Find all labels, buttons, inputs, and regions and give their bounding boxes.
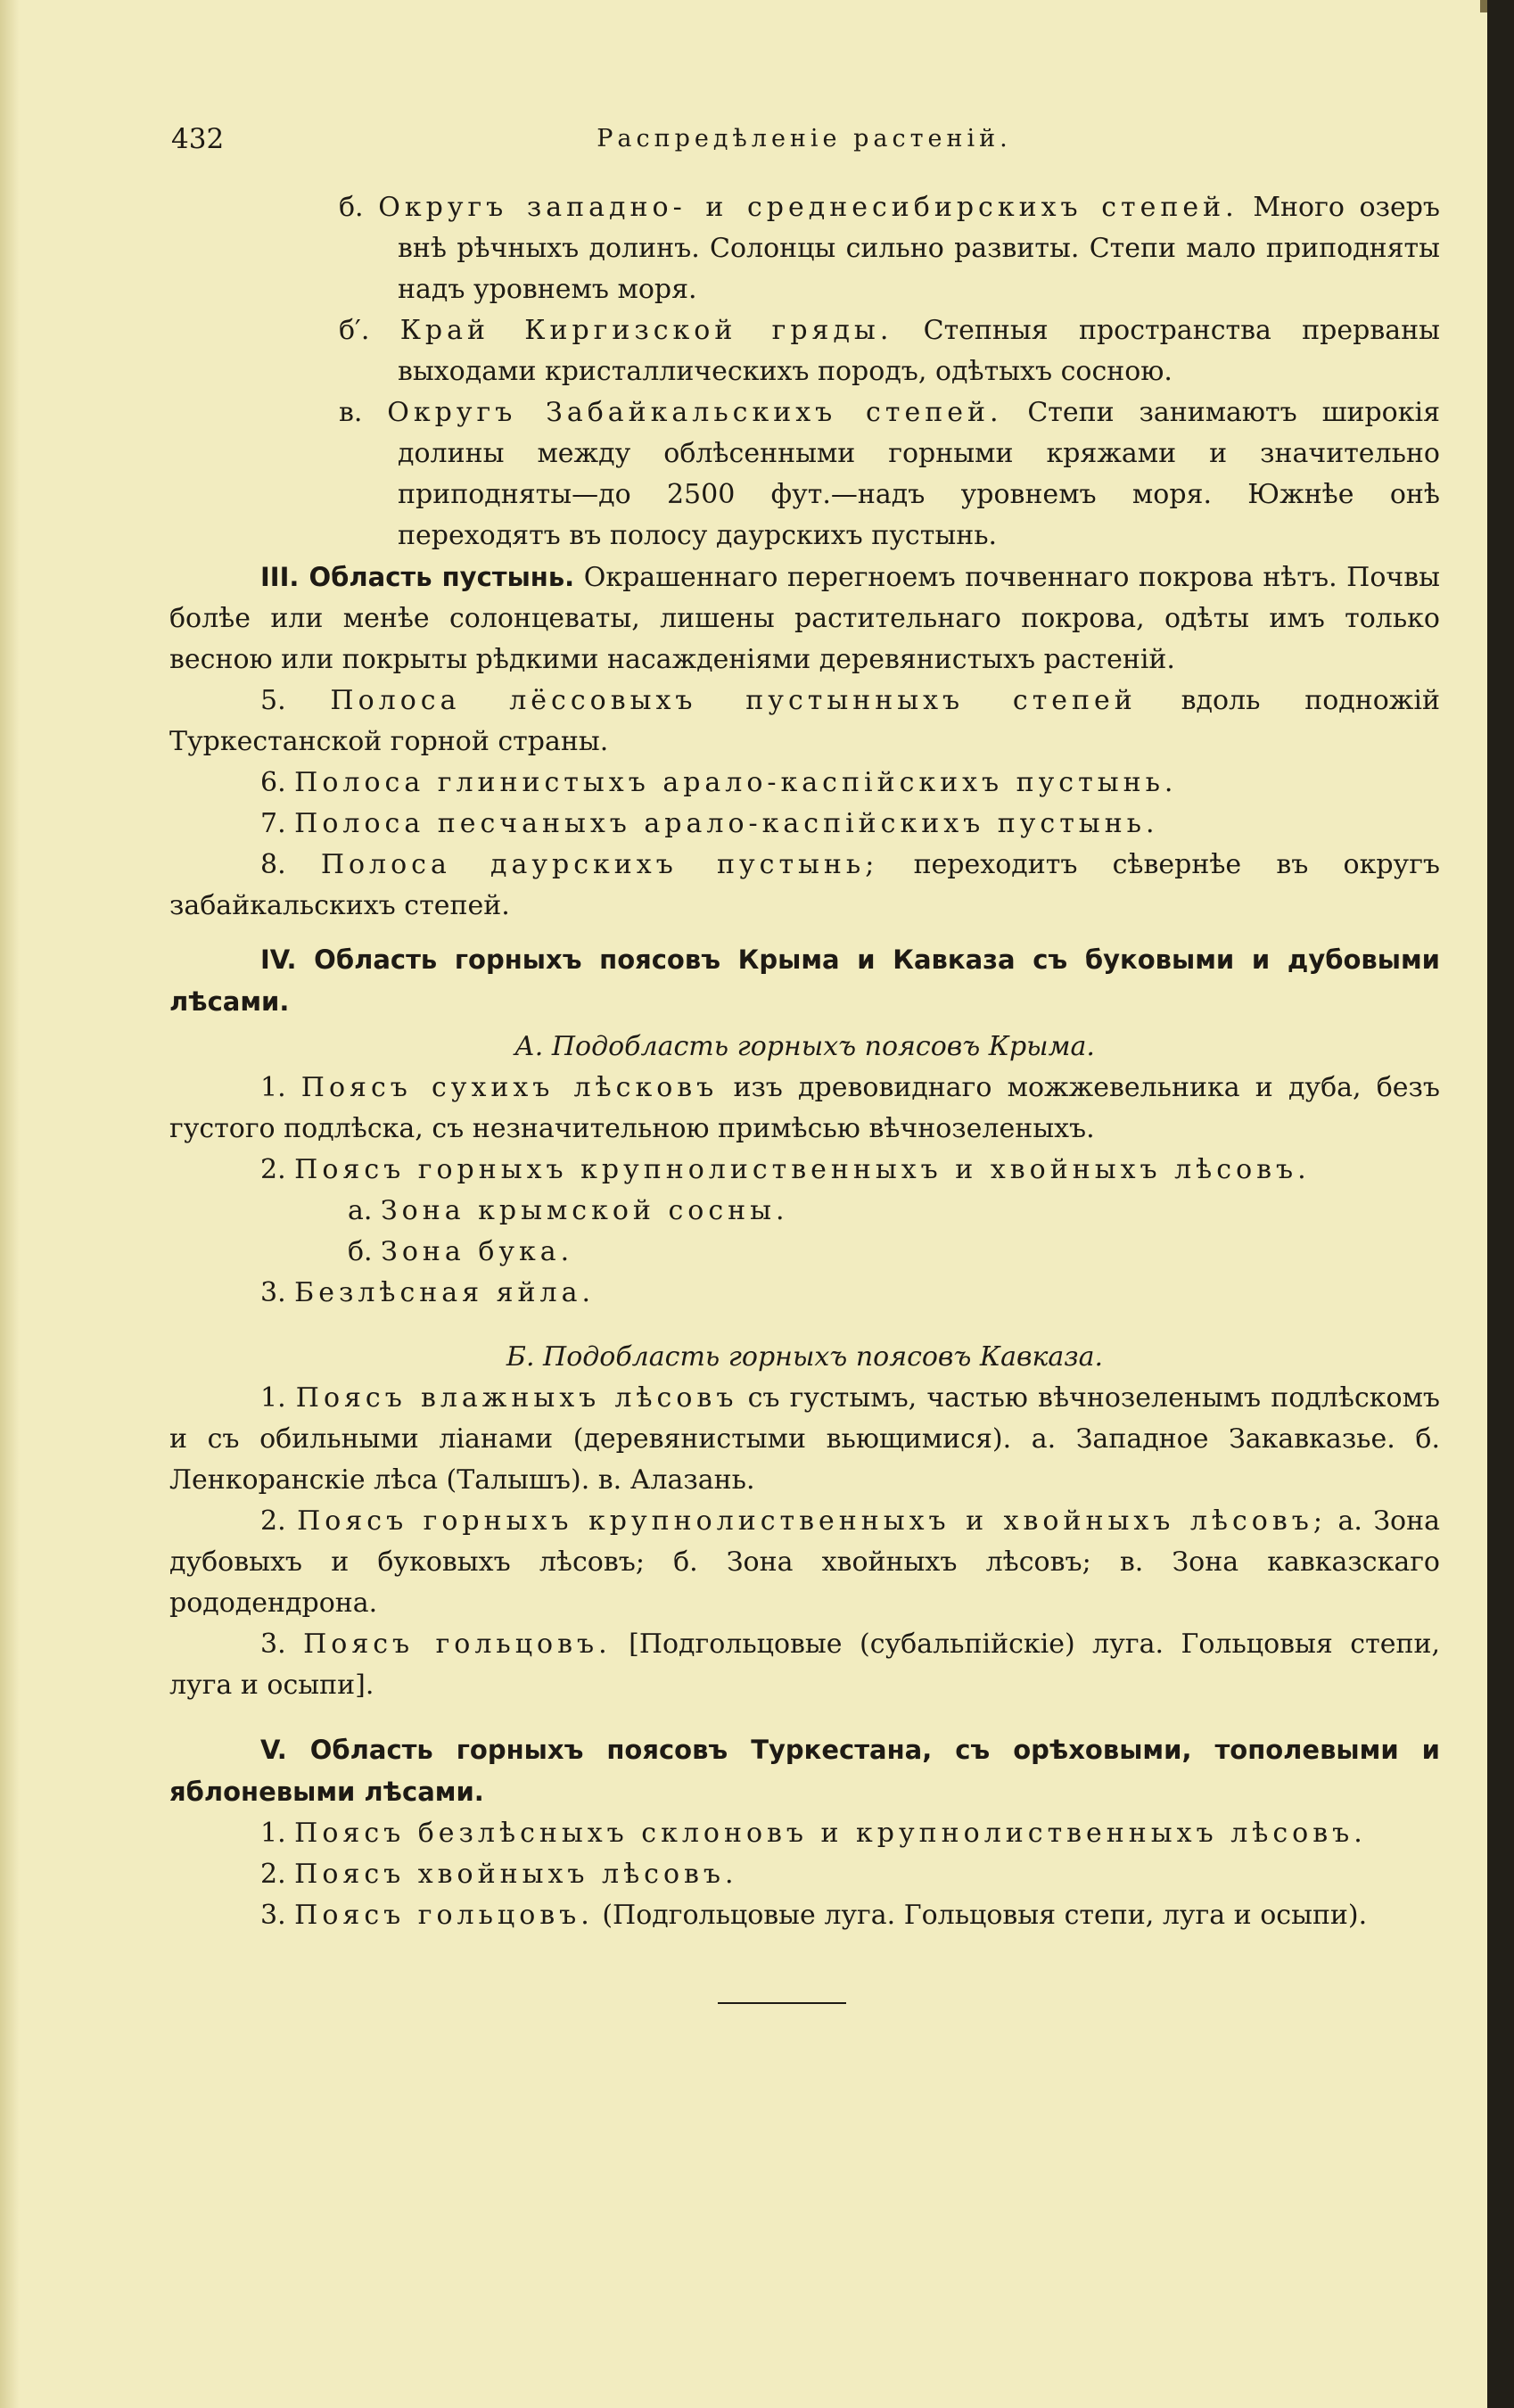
list-item — [169, 804, 1440, 845]
item-number: 6. — [260, 767, 286, 798]
item-number: 3. — [260, 1900, 286, 1931]
item-title: Поясъ горныхъ крупнолиственныхъ и хвойныхъ лѣсовъ. — [294, 1154, 1311, 1185]
item-title: Поясъ хвойныхъ лѣсовъ. — [294, 1859, 738, 1890]
item-text: (Подгольцовые луга. Гольцовыя степи, луга и осыпи). — [602, 1900, 1368, 1931]
subregion-a-heading: А. Подобласть горныхъ поясовъ Крыма. — [514, 1031, 1095, 1062]
item-number: 1. — [260, 1072, 286, 1103]
item-number: а. — [348, 1195, 373, 1226]
list-item — [169, 1624, 1440, 1706]
item-title: Поясъ горныхъ крупнолиственныхъ и хвойныхъ лѣсовъ; — [297, 1505, 1327, 1537]
scan-edge — [1487, 0, 1514, 2408]
block-b-prime-text: Степныя пространства прерваны выходами кристаллическихъ породъ, одѣтыхъ сосною. — [398, 315, 1440, 387]
item-title: Поясъ влажныхъ лѣсовъ — [295, 1382, 738, 1414]
item-title: Безлѣсная яйла. — [294, 1277, 596, 1308]
item-number: 2. — [260, 1505, 286, 1537]
item-number: 1. — [260, 1382, 286, 1414]
page-gutter-shadow — [0, 0, 20, 2408]
region-5-title: V. Область горныхъ поясовъ Туркестана, съ орѣховыми, тополевыми и яблоневыми лѣсами. — [169, 1735, 1440, 1807]
list-item — [169, 1854, 1440, 1895]
end-rule — [718, 2002, 846, 2004]
scan-mark — [1480, 0, 1487, 12]
item-number: 5. — [260, 685, 286, 716]
block-v-text: Степи занимаютъ широкія долины между облѣсенными горными кряжами и значительно приподняты—до 2500 фут.—надъ уровнемъ моря. Южнѣе онѣ переходятъ въ полосу даурскихъ пустынь. — [398, 397, 1440, 551]
region-4-title: IV. Область горныхъ поясовъ Крыма и Кавказа съ буковыми и дубовыми лѣсами. — [169, 944, 1440, 1017]
item-number: б. — [348, 1236, 373, 1267]
region-3-text: Окрашеннаго перегноемъ почвеннаго покрова нѣтъ. Почвы болѣе или менѣе солонцеваты, лишены растительнаго покрова, одѣты имъ только весною или покрыты рѣдкими насажденіями деревянистыхъ растеній. — [169, 562, 1440, 675]
block-b-label: б. — [339, 192, 364, 223]
item-title: Поясъ гольцовъ. — [303, 1629, 612, 1660]
region-3-title: III. Область пустынь. — [260, 562, 575, 592]
region-5 — [169, 1729, 1440, 1813]
item-number: 7. — [260, 808, 286, 839]
item-number: 8. — [260, 849, 286, 880]
region-4 — [169, 939, 1440, 1023]
item-number: 3. — [260, 1629, 286, 1660]
item-title: Полоса песчаныхъ арало-каспійскихъ пустынь. — [294, 808, 1159, 839]
item-text: съ густымъ, частью вѣчнозеленымъ подлѣскомъ и съ обильными ліанами (деревянистыми вьющимися). а. Западное Закавказье. б. Ленкоранскіе лѣса (Талышъ). в. Алазань. — [169, 1382, 1440, 1496]
item-title: Зона крымской сосны. — [380, 1195, 789, 1226]
item-text: а. Зона дубовыхъ и буковыхъ лѣсовъ; б. Зона хвойныхъ лѣсовъ; в. Зона кавказскаго рододендрона. — [169, 1505, 1440, 1619]
block-v-title: Округъ Забайкальскихъ степей. — [387, 397, 1003, 428]
page-body — [169, 187, 1440, 2004]
item-title: Поясъ гольцовъ. — [294, 1900, 594, 1931]
list-item — [348, 1191, 1440, 1232]
list-item — [169, 1273, 1440, 1314]
item-title: Поясъ сухихъ лѣсковъ — [300, 1072, 719, 1103]
block-b-text: Много озеръ внѣ рѣчныхъ долинъ. Солонцы сильно развиты. Степи мало приподняты надъ уровнемъ моря. — [398, 192, 1440, 305]
region-3 — [169, 557, 1440, 680]
list-item — [169, 1068, 1440, 1150]
item-number: 3. — [260, 1277, 286, 1308]
page-header — [171, 123, 1437, 159]
block-v-label: в. — [339, 397, 363, 428]
item-title: Полоса лёссовыхъ пустынныхъ степей — [330, 685, 1137, 716]
item-number: 2. — [260, 1859, 286, 1890]
item-text: [Подгольцовые (субальпійскіе) луга. Гольцовыя степи, луга и осыпи]. — [169, 1629, 1440, 1701]
block-b — [339, 187, 1440, 310]
item-title: Полоса глинистыхъ арало-каспійскихъ пустынь. — [294, 767, 1178, 798]
block-b-prime — [339, 310, 1440, 392]
list-item — [169, 1813, 1440, 1854]
subregion-b-heading: Б. Подобласть горныхъ поясовъ Кавказа. — [506, 1341, 1104, 1373]
list-item — [169, 1895, 1440, 1936]
block-b-title: Округъ западно- и среднесибирскихъ степей. — [378, 192, 1238, 223]
page-number: 432 — [171, 123, 225, 155]
list-item — [169, 1150, 1440, 1191]
running-title: Распредѣленіе растеній. — [597, 125, 1012, 153]
list-item — [169, 1378, 1440, 1501]
block-b-prime-title: Край Киргизской гряды. — [399, 315, 893, 346]
list-item — [169, 680, 1440, 763]
block-b-prime-label: б′. — [339, 315, 370, 346]
item-text: вдоль подножій Туркестанской горной страны. — [169, 685, 1440, 757]
item-title: Полоса даурскихъ пустынь; — [320, 849, 879, 880]
list-item — [169, 1501, 1440, 1624]
list-item — [348, 1232, 1440, 1273]
item-title: Зона бука. — [381, 1236, 574, 1267]
item-number: 1. — [260, 1818, 286, 1849]
item-text: изъ древовиднаго можжевельника и дуба, безъ густого подлѣска, съ незначительною примѣсью вѣчнозеленыхъ. — [169, 1072, 1440, 1144]
item-number: 2. — [260, 1154, 286, 1185]
item-title: Поясъ безлѣсныхъ склоновъ и крупнолиственныхъ лѣсовъ. — [294, 1818, 1367, 1849]
list-item — [169, 763, 1440, 804]
list-item — [169, 845, 1440, 927]
item-text: переходитъ сѣвернѣе въ округъ забайкальскихъ степей. — [169, 849, 1440, 921]
block-v — [339, 392, 1440, 557]
